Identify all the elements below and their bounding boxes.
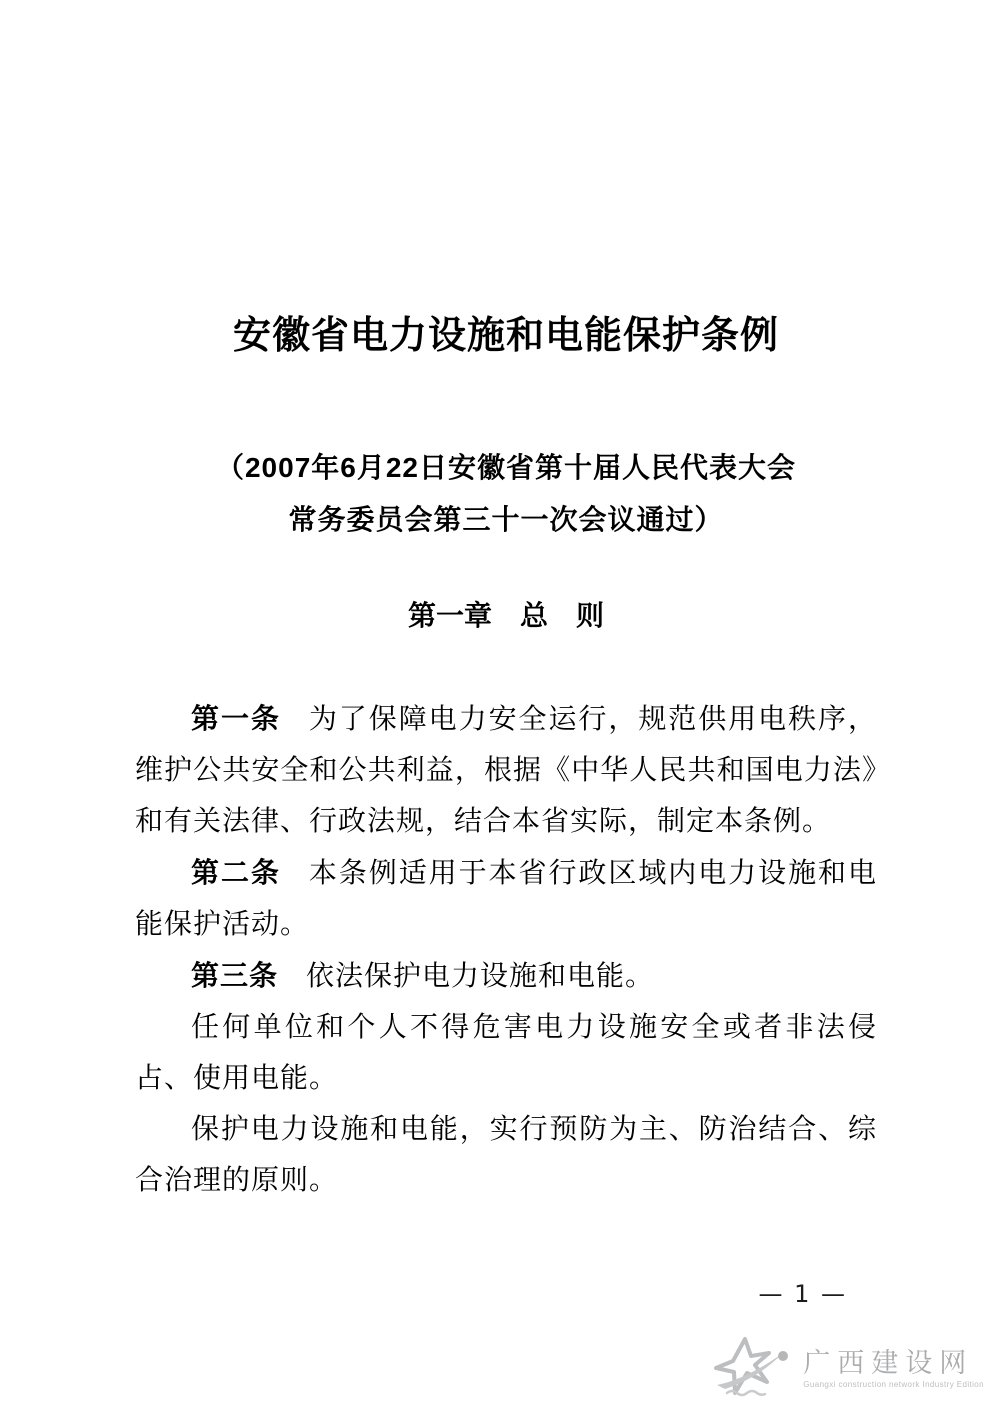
document-body (135, 693, 877, 1206)
shooting-star-icon (711, 1337, 799, 1399)
subtitle-line-1: （2007年6月22日安徽省第十届人民代表大会 (215, 452, 796, 483)
article-3-label: 第三条 (191, 960, 279, 991)
article-3-text: 依法保护电力设施和电能。 (306, 961, 655, 992)
watermark-text (803, 1348, 984, 1389)
watermark-logo (711, 1337, 984, 1399)
article-2-label: 第二条 (191, 857, 281, 888)
watermark-site-subtitle: Guangxi construction network Industry Edition (803, 1379, 984, 1389)
article-1-label: 第一条 (191, 703, 281, 734)
page-number: — 1 — (758, 1280, 847, 1308)
continuation-2-text: 保护电力设施和电能，实行预防为主、防治结合、综合治理的原则。 (135, 1114, 877, 1196)
paragraph-article-1 (135, 693, 877, 847)
watermark-site-name: 广西建设网 (803, 1347, 974, 1378)
subtitle-line-2: 常务委员会第三十一次会议通过） (288, 504, 724, 535)
paragraph-article-3-continuation-2 (135, 1104, 877, 1206)
paragraph-article-3 (135, 950, 877, 1002)
document-subtitle (135, 442, 877, 546)
paragraph-article-2 (135, 847, 877, 950)
chapter-heading: 第一章 总 则 (407, 600, 604, 631)
article-2-text: 本条例适用于本省行政区域内电力设施和电能保护活动。 (135, 858, 877, 940)
continuation-1-text: 任何单位和个人不得危害电力设施安全或者非法侵占、使用电能。 (135, 1012, 877, 1094)
paragraph-article-3-continuation-1 (135, 1002, 877, 1104)
document-title: 安徽省电力设施和电能保护条例 (232, 315, 779, 357)
article-1-text: 为了保障电力安全运行，规范供用电秩序，维护公共安全和公共利益，根据《中华人民共和国电力法》和有关法律、行政法规，结合本省实际，制定本条例。 (135, 704, 877, 837)
